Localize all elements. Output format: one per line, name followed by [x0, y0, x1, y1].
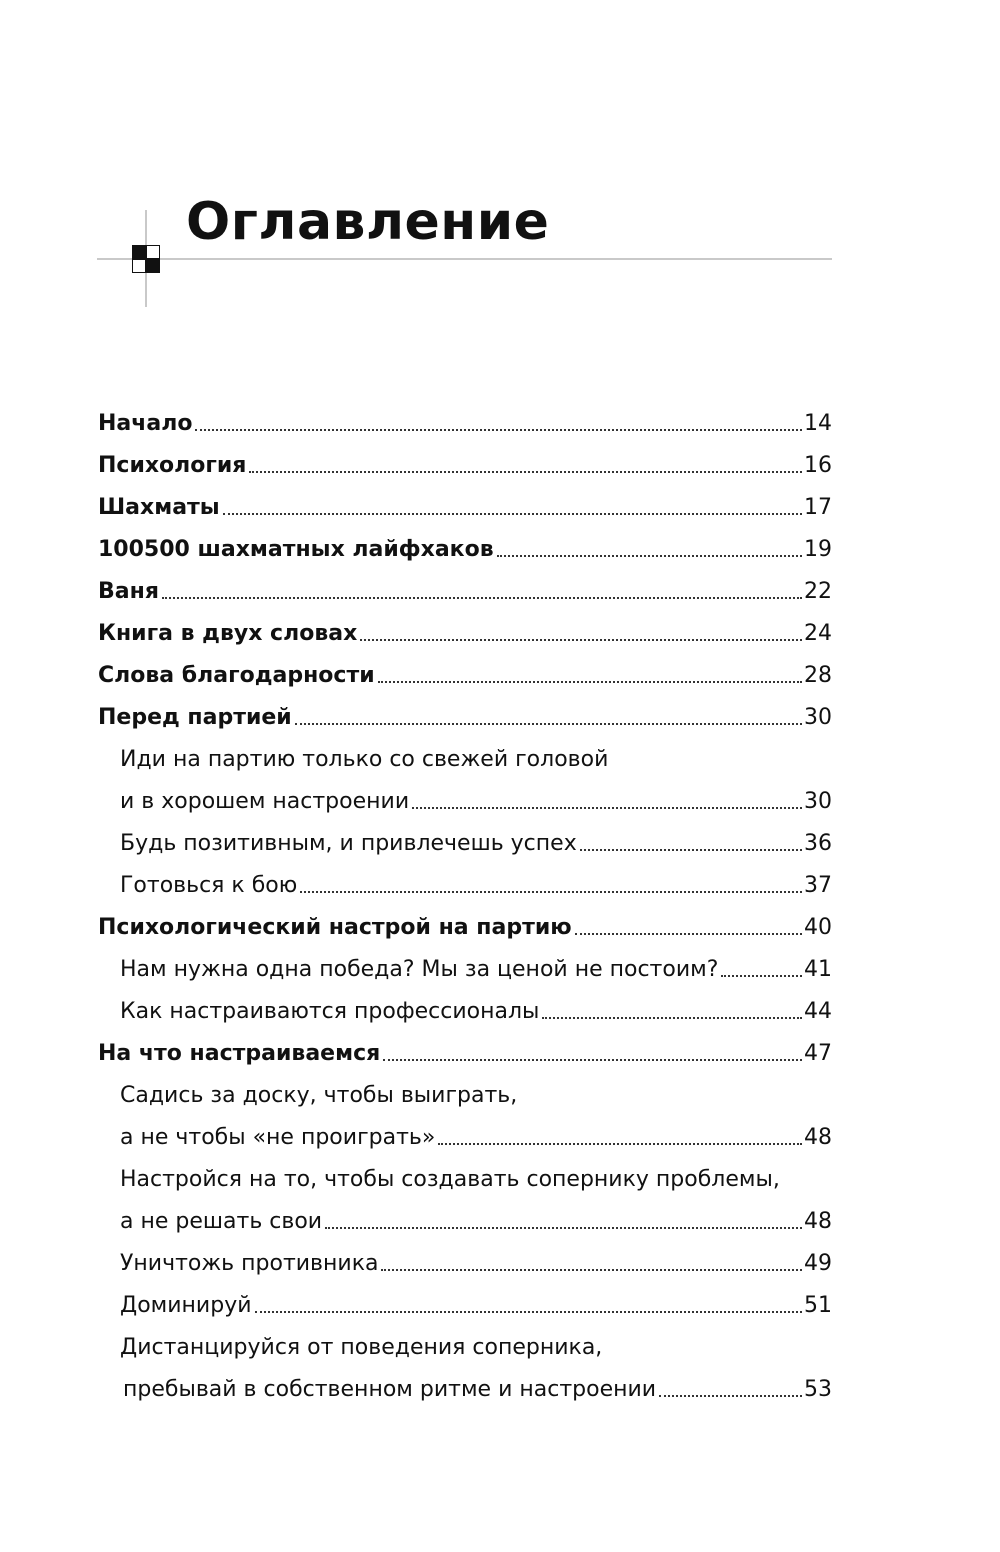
toc-entry-title: Иди на партию только со свежей головой [120, 747, 609, 772]
dot-leader [381, 1269, 802, 1271]
toc-page-number: 24 [804, 621, 832, 646]
dot-leader [575, 933, 802, 935]
toc-entry-title: Доминируй [120, 1293, 252, 1318]
toc-chapter-entry[interactable] [98, 570, 832, 612]
toc-entry-title: Начало [98, 411, 193, 436]
toc-section-entry[interactable] [98, 1284, 832, 1326]
dot-leader [580, 849, 802, 851]
toc-section-entry [98, 1326, 832, 1368]
dot-leader [195, 429, 802, 431]
toc-page-number: 28 [804, 663, 832, 688]
dot-leader [162, 597, 802, 599]
toc-page-number: 51 [804, 1293, 832, 1318]
toc-page-number: 48 [804, 1125, 832, 1150]
toc-entry-title: Шахматы [98, 495, 220, 520]
toc-section-entry[interactable] [98, 990, 832, 1032]
toc-section-entry [98, 1158, 832, 1200]
toc-section-entry[interactable] [98, 1242, 832, 1284]
toc-entry-title: Книга в двух словах [98, 621, 358, 646]
toc-page-number: 41 [804, 957, 832, 982]
heading-rule [97, 258, 832, 260]
toc-chapter-entry[interactable] [98, 654, 832, 696]
toc-section-entry[interactable] [98, 822, 832, 864]
dot-leader [412, 807, 802, 809]
toc-section-entry[interactable] [98, 780, 832, 822]
toc-page-number: 44 [804, 999, 832, 1024]
dot-leader [300, 891, 802, 893]
toc-entry-title: Садись за доску, чтобы выиграть, [120, 1083, 518, 1108]
toc-section-entry [98, 738, 832, 780]
toc-entry-title: пребывай в собственном ритме и настроении [123, 1377, 657, 1402]
toc-entry-title: Психология [98, 453, 247, 478]
toc-chapter-entry[interactable] [98, 528, 832, 570]
toc-entry-title: Дистанцируйся от поведения соперника, [120, 1335, 603, 1360]
toc-entry-title: а не решать свои [120, 1209, 323, 1234]
toc-chapter-entry[interactable] [98, 1032, 832, 1074]
dot-leader [223, 513, 802, 515]
toc-entry-title: Психологический настрой на партию [98, 915, 572, 940]
checkerboard-icon [132, 245, 160, 273]
toc-page-number: 40 [804, 915, 832, 940]
dot-leader [721, 975, 802, 977]
dot-leader [438, 1143, 802, 1145]
toc-chapter-entry[interactable] [98, 612, 832, 654]
toc-entry-title: Уничтожь противника [120, 1251, 379, 1276]
dot-leader [542, 1017, 802, 1019]
dot-leader [295, 723, 802, 725]
toc-page-number: 22 [804, 579, 832, 604]
toc-entry-title: Перед партией [98, 705, 292, 730]
toc-entry-title: а не чтобы «не проиграть» [120, 1125, 436, 1150]
dot-leader [378, 681, 802, 683]
toc-entry-title: Нам нужна одна победа? Мы за ценой не постоим? [120, 957, 719, 982]
dot-leader [383, 1059, 802, 1061]
toc-entry-title: Ваня [98, 579, 159, 604]
toc-entry-title: На что настраиваемся [98, 1041, 381, 1066]
toc-section-entry[interactable] [98, 1200, 832, 1242]
toc-page-number: 30 [804, 705, 832, 730]
toc-entry-title: и в хорошем настроении [120, 789, 410, 814]
toc-page-number: 16 [804, 453, 832, 478]
toc-entry-title: Настройся на то, чтобы создавать сопернику проблемы, [120, 1167, 780, 1192]
dot-leader [360, 639, 802, 641]
toc-entry-title: Как настраиваются профессионалы [120, 999, 540, 1024]
toc-section-entry[interactable] [98, 948, 832, 990]
toc-page-number: 47 [804, 1041, 832, 1066]
toc-page-number: 37 [804, 873, 832, 898]
toc-page-number: 48 [804, 1209, 832, 1234]
toc-section-entry[interactable] [98, 1368, 832, 1410]
toc-chapter-entry[interactable] [98, 402, 832, 444]
toc-page-number: 17 [804, 495, 832, 520]
toc-entry-title: Слова благодарности [98, 663, 375, 688]
toc-page-number: 14 [804, 411, 832, 436]
toc-entry-title: Будь позитивным, и привлечешь успех [120, 831, 577, 856]
toc-page-number: 19 [804, 537, 832, 562]
dot-leader [497, 555, 802, 557]
dot-leader [659, 1395, 802, 1397]
page-title: Оглавление [186, 192, 550, 252]
toc-chapter-entry[interactable] [98, 696, 832, 738]
toc-section-entry [98, 1074, 832, 1116]
toc-entry-title: 100500 шахматных лайфхаков [98, 537, 494, 562]
toc-chapter-entry[interactable] [98, 486, 832, 528]
toc-section-entry[interactable] [98, 864, 832, 906]
toc-section-entry[interactable] [98, 1116, 832, 1158]
dot-leader [249, 471, 802, 473]
toc-chapter-entry[interactable] [98, 906, 832, 948]
toc-entry-title: Готовься к бою [120, 873, 298, 898]
toc-chapter-entry[interactable] [98, 444, 832, 486]
toc-page-number: 36 [804, 831, 832, 856]
toc-page-number: 49 [804, 1251, 832, 1276]
dot-leader [255, 1311, 802, 1313]
table-of-contents [98, 402, 832, 1410]
toc-page-number: 53 [804, 1377, 832, 1402]
toc-page-number: 30 [804, 789, 832, 814]
dot-leader [325, 1227, 802, 1229]
